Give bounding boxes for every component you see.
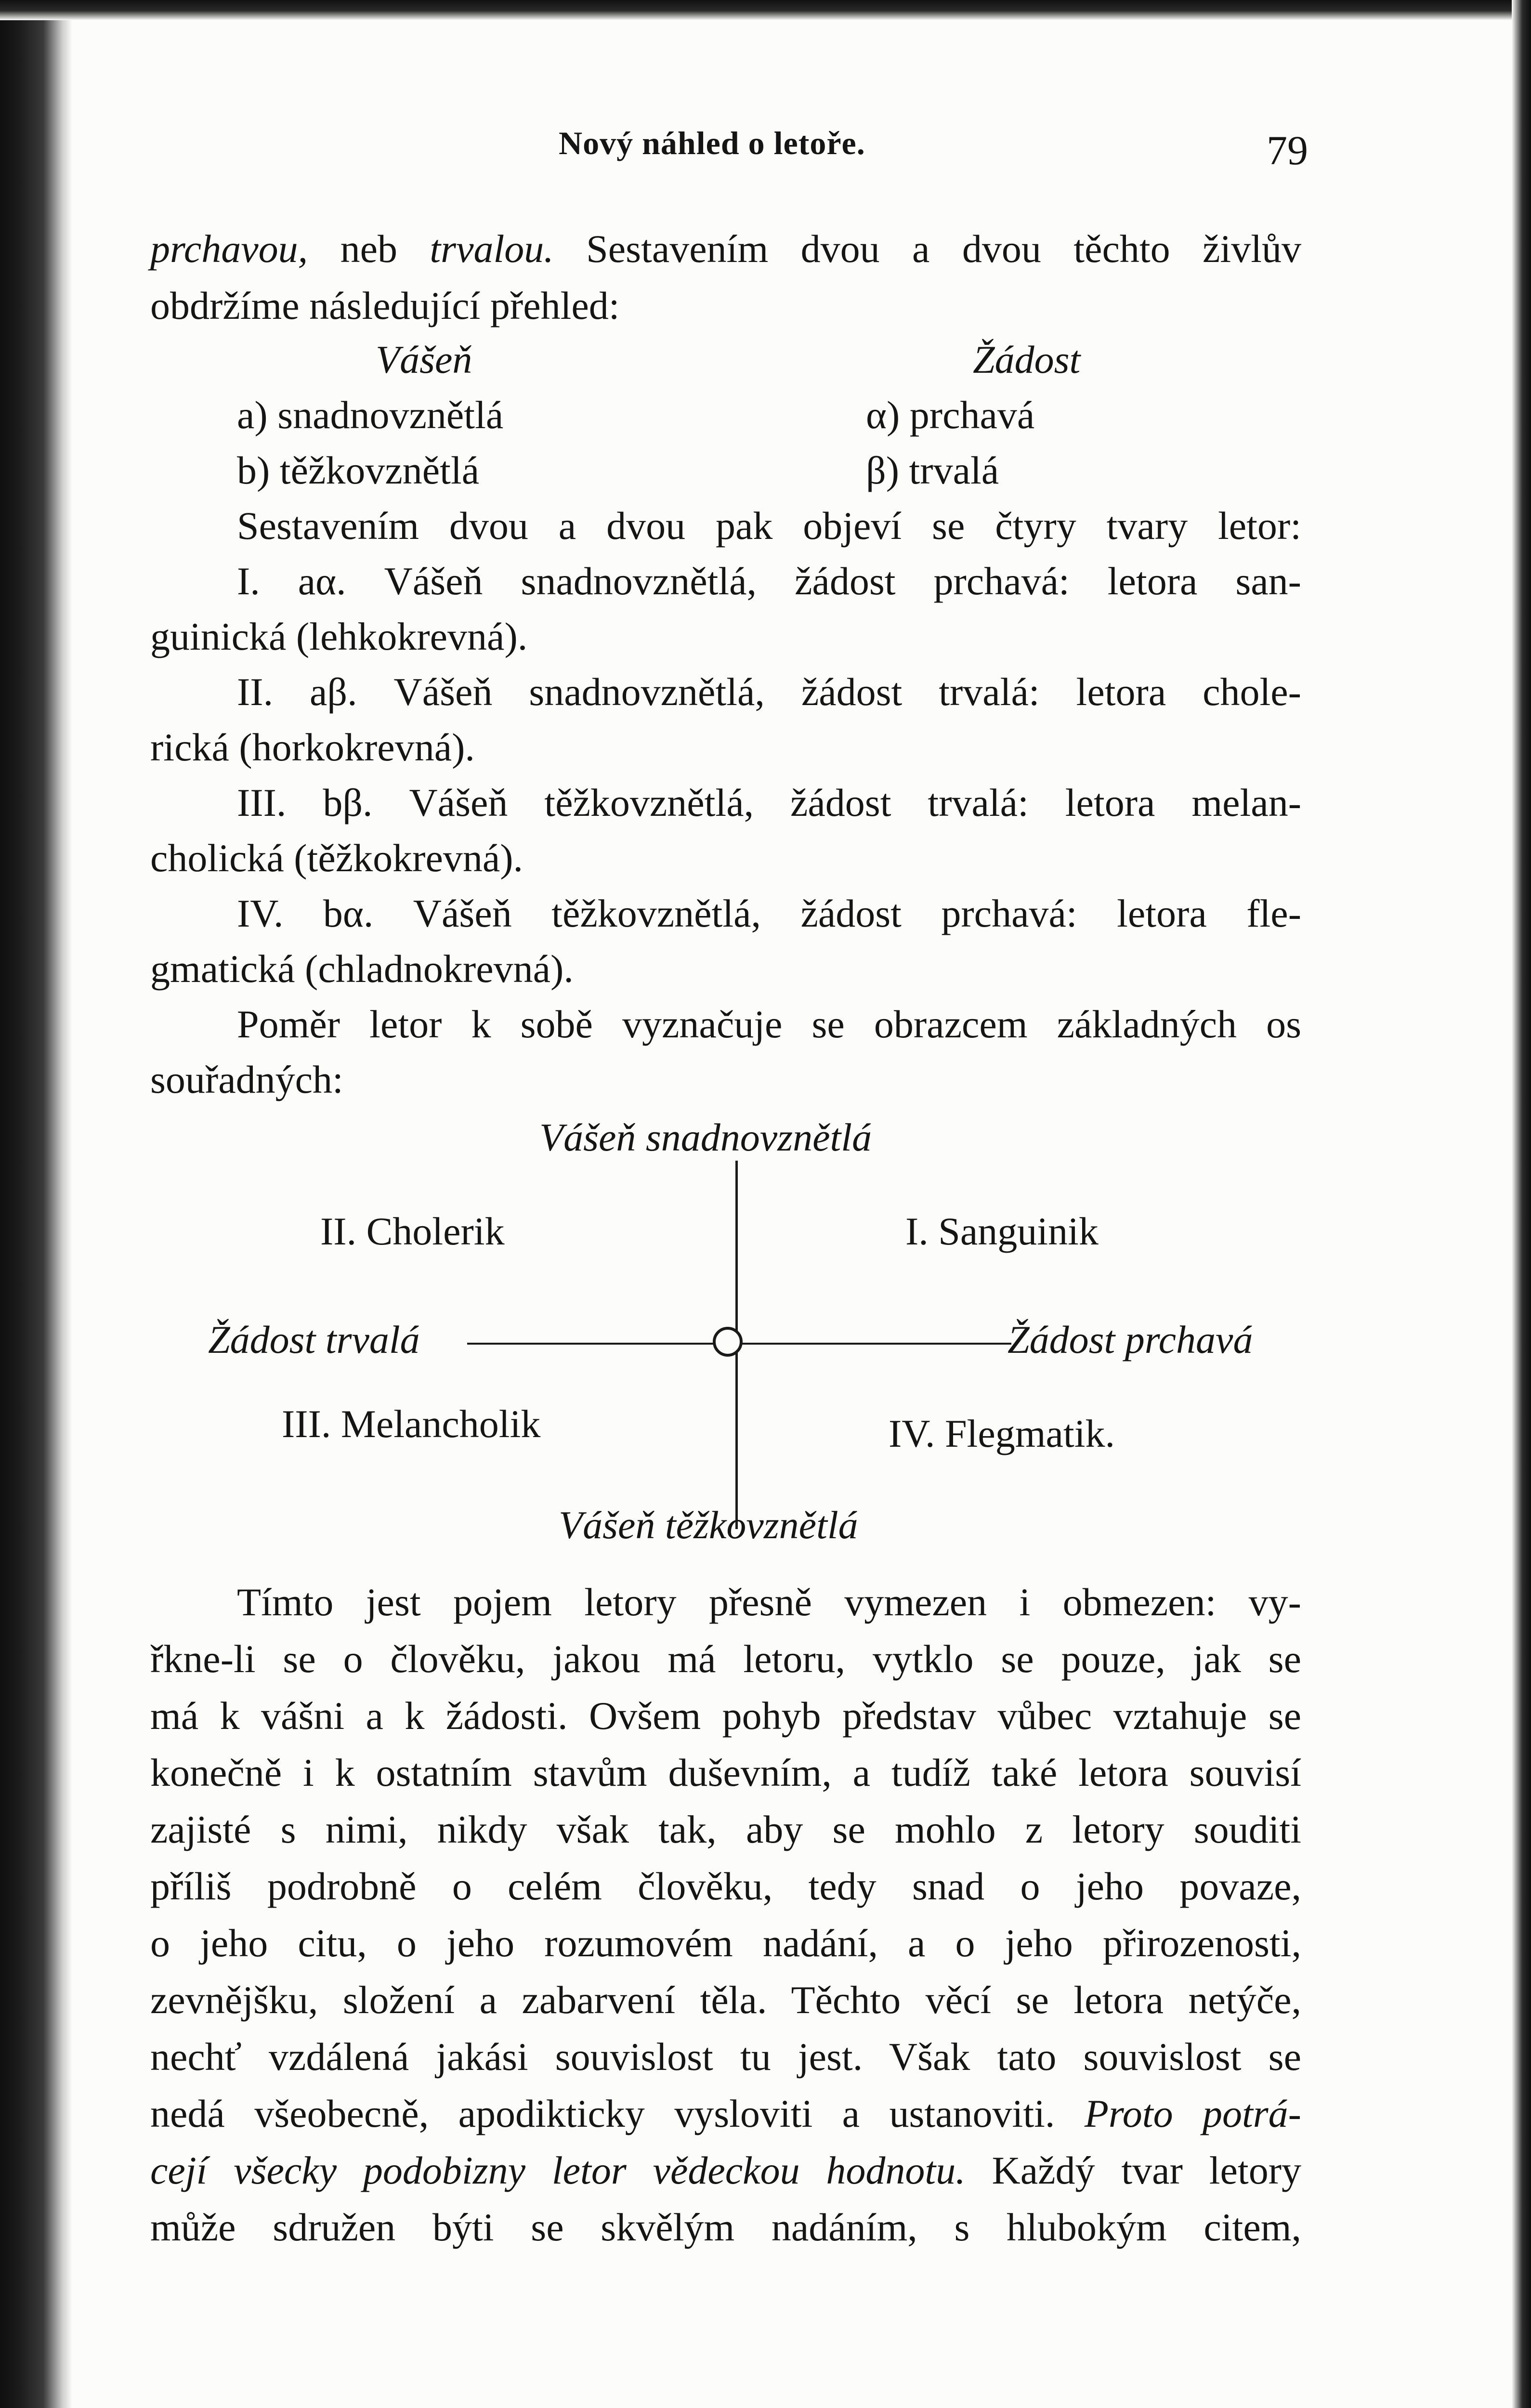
- scan-edge-left: [0, 0, 72, 2408]
- quadrant-label-sanguine: I. Sanguinik: [905, 1209, 1099, 1253]
- diagram-label-bottom: Vášeň těžkovznětlá: [559, 1503, 858, 1547]
- text-line: konečně i k ostatním stavům duševním, a tudíž také letora souvisí: [150, 1751, 1301, 1794]
- text-line: příliš podrobně o celém člověku, tedy snad o jeho povaze,: [150, 1864, 1301, 1908]
- italic-term: trvalou.: [430, 227, 554, 271]
- overview-item: b) těžkovznětlá: [237, 448, 480, 492]
- text-line: cholická (těžkokrevná).: [150, 836, 523, 880]
- scan-edge-right: [1512, 0, 1531, 2408]
- diagram-label-left: Žádost trvalá: [208, 1318, 420, 1361]
- running-title: Nový náhled o letoře.: [559, 125, 865, 161]
- horizontal-axis-left: [467, 1343, 715, 1345]
- text-line: nechť vzdálená jakási souvislost tu jest. Však tato souvislost se: [150, 2035, 1301, 2079]
- text-line: IV. bα. Vášeň těžkovznětlá, žádost prchavá: letora fle-: [237, 891, 1301, 935]
- text-line: může sdružen býti se skvělým nadáním, s hlubokým citem,: [150, 2205, 1301, 2249]
- origin-circle: [713, 1327, 743, 1357]
- text-line: Tímto jest pojem letory přesně vymezen i obmezen: vy-: [237, 1580, 1301, 1624]
- horizontal-axis-right: [742, 1343, 1011, 1345]
- page-number: 79: [1267, 127, 1308, 173]
- text-line: nedá všeobecně, apodikticky vysloviti a ustanoviti. Proto potrá-: [150, 2092, 1301, 2135]
- column-title-passion: Vášeň: [376, 338, 472, 381]
- text-line: zajisté s nimi, nikdy však tak, aby se mohlo z letory souditi: [150, 1807, 1301, 1851]
- text-line: řkne-li se o člověku, jakou má letoru, vytklo se pouze, jak se: [150, 1637, 1301, 1681]
- text-line: III. bβ. Vášeň těžkovznětlá, žádost trvalá: letora melan-: [237, 781, 1301, 824]
- column-title-desire: Žádost: [973, 338, 1081, 381]
- text-line: II. aβ. Vášeň snadnovznětlá, žádost trvalá: letora chole-: [237, 670, 1301, 714]
- text-line: zevnějšku, složení a zabarvení těla. Těchto věcí se letora netýče,: [150, 1978, 1301, 2022]
- text-line: guinická (lehkokrevná).: [150, 615, 528, 658]
- text-line: prchavou, neb trvalou. Sestavením dvou a dvou těchto živlův: [150, 227, 1301, 271]
- quadrant-label-melancholic: III. Melancholik: [282, 1402, 541, 1446]
- italic-emphasis: Proto potrá-: [1084, 2092, 1301, 2135]
- text-line: rická (horkokrevná).: [150, 725, 475, 769]
- scan-edge-top: [0, 0, 1531, 20]
- text-line: I. aα. Vášeň snadnovznětlá, žádost prchavá: letora san-: [237, 559, 1301, 603]
- overview-item: a) snadnovznětlá: [237, 393, 504, 437]
- quadrant-label-phlegmatic: IV. Flegmatik.: [889, 1412, 1115, 1455]
- text-line: Sestavením dvou a dvou pak objeví se čtyry tvary letor:: [237, 504, 1301, 548]
- italic-term: prchavou,: [150, 227, 308, 271]
- text-line: souřadných:: [150, 1058, 343, 1101]
- overview-item: α) prchavá: [866, 393, 1035, 437]
- italic-emphasis: cejí všecky podobizny letor vědeckou hodnotu.: [150, 2148, 966, 2192]
- text-line: obdržíme následující přehled:: [150, 284, 620, 327]
- text-line: o jeho citu, o jeho rozumovém nadání, a o jeho přirozenosti,: [150, 1921, 1301, 1965]
- text-line: gmatická (chladnokrevná).: [150, 947, 574, 991]
- diagram-label-top: Vášeň snadnovznětlá: [539, 1115, 872, 1159]
- diagram-label-right: Žádost prchavá: [1008, 1318, 1253, 1361]
- overview-item: β) trvalá: [866, 448, 999, 492]
- text-line: Poměr letor k sobě vyznačuje se obrazcem základných os: [237, 1002, 1301, 1046]
- text-line: má k vášni a k žádosti. Ovšem pohyb představ vůbec vztahuje se: [150, 1694, 1301, 1738]
- text-line: cejí všecky podobizny letor vědeckou hodnotu. Každý tvar letory: [150, 2148, 1301, 2192]
- quadrant-label-choleric: II. Cholerik: [320, 1209, 505, 1253]
